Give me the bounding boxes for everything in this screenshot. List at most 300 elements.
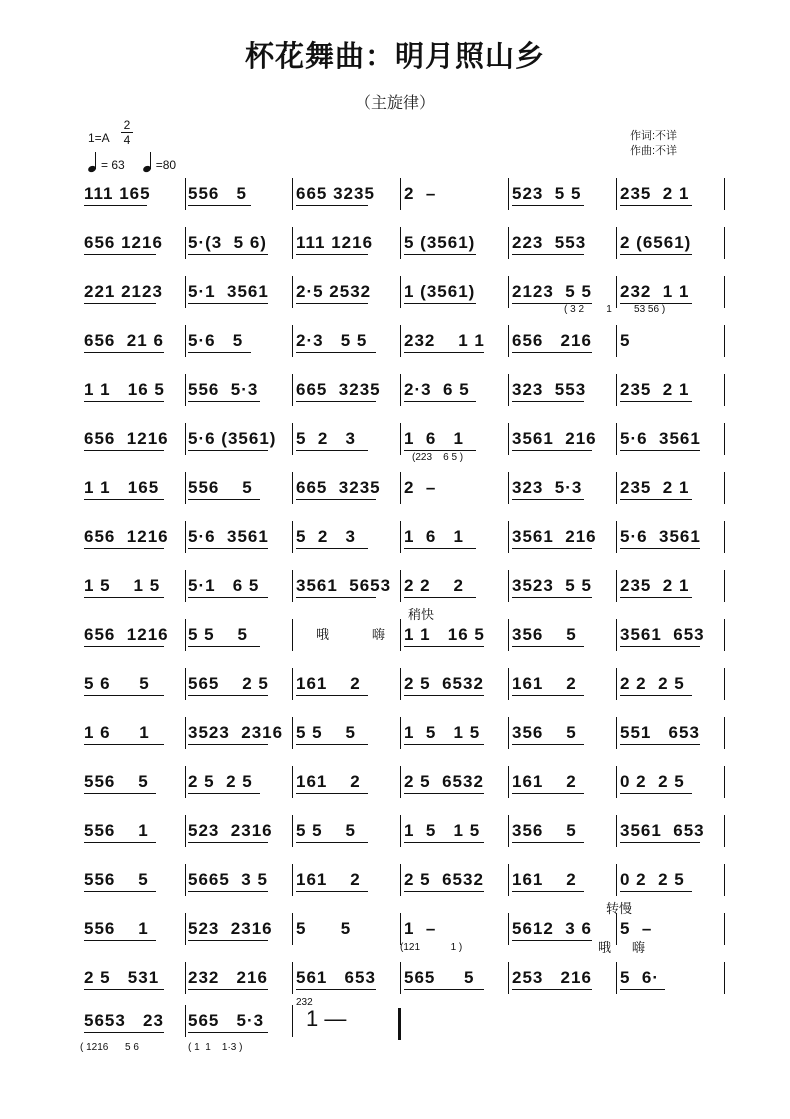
bar-line: [616, 717, 617, 749]
beam-line: [188, 352, 251, 353]
beam-line: [84, 695, 164, 696]
bar-line: [400, 227, 401, 259]
beam-line: [404, 597, 476, 598]
beam-line: [620, 695, 692, 696]
measure-notes: 5665 3 5: [188, 870, 268, 889]
beam-line: [512, 891, 584, 892]
bar-line: [400, 423, 401, 455]
beam-line: [404, 303, 476, 304]
bar-line: [616, 178, 617, 210]
beam-line: [84, 205, 147, 206]
measure-notes: 2 –: [404, 184, 437, 203]
bar-line: [508, 815, 509, 847]
bar-line: [508, 521, 509, 553]
bar-line: [508, 668, 509, 700]
measure-notes: 221 2123: [84, 282, 163, 301]
time-signature-bottom: 4: [123, 133, 131, 147]
bar-line: [292, 570, 293, 602]
measure-notes: 2 (6561): [620, 233, 692, 252]
beam-line: [84, 254, 156, 255]
staff-row: [84, 715, 730, 755]
bar-line: [724, 472, 725, 504]
bar-line: [508, 423, 509, 455]
measure-notes: 656 21 6: [84, 331, 164, 350]
measure-notes: 2 5 531: [84, 968, 160, 987]
beam-line: [188, 646, 260, 647]
staff-row: [84, 225, 730, 265]
quarter-note-icon: [88, 150, 98, 172]
measure-notes: 161 2: [296, 772, 361, 791]
beam-line: [404, 989, 484, 990]
beam-line: [620, 254, 692, 255]
measure-notes: 356 5: [512, 821, 577, 840]
beam-line: [296, 499, 376, 500]
beam-line: [84, 1032, 164, 1033]
beam-line: [188, 499, 260, 500]
bar-line: [616, 521, 617, 553]
staff-row: [84, 568, 730, 608]
bar-line: [724, 374, 725, 406]
bar-line: [292, 1005, 293, 1037]
beam-line: [620, 597, 692, 598]
beam-line: [512, 842, 584, 843]
bar-line: [185, 276, 186, 308]
measure-notes: 2 5 6532: [404, 870, 484, 889]
beam-line: [188, 401, 260, 402]
measure-notes: 556 5: [188, 184, 247, 203]
bar-line: [292, 521, 293, 553]
bar-line: [616, 815, 617, 847]
measure-notes: 161 2: [296, 870, 361, 889]
beam-line: [84, 450, 164, 451]
beam-line: [84, 352, 164, 353]
bar-line: [724, 521, 725, 553]
bar-line: [292, 717, 293, 749]
measure-notes: 551 653: [620, 723, 700, 742]
measure-notes: 5: [620, 331, 631, 350]
measure-notes: 161 2: [512, 772, 577, 791]
measure-notes: 656 1216: [84, 527, 169, 546]
beam-line: [512, 499, 584, 500]
measure-notes: 1 6 1: [404, 429, 464, 448]
quarter-note-icon: [143, 150, 153, 172]
measure-notes: 2 2 2 5: [620, 674, 685, 693]
beam-line: [512, 793, 584, 794]
bar-line: [724, 766, 725, 798]
bar-line: [292, 472, 293, 504]
beam-line: [512, 646, 584, 647]
bar-line: [724, 619, 725, 651]
measure-notes: 5·1 6 5: [188, 576, 260, 595]
bar-line: [400, 325, 401, 357]
measure-notes: 5 6 5: [84, 674, 150, 693]
measure-notes: 565 2 5: [188, 674, 269, 693]
beam-line: [188, 254, 268, 255]
measure-notes: 5 5 5: [188, 625, 248, 644]
measure-notes: 161 2: [512, 674, 577, 693]
lyric-oh: 哦: [316, 627, 330, 642]
staff-row: [84, 960, 730, 1000]
bar-line: [616, 227, 617, 259]
bar-line: [185, 423, 186, 455]
bar-line: [724, 962, 725, 994]
measure-notes: 3561 653: [620, 625, 705, 644]
measure-notes: 356 5: [512, 723, 577, 742]
beam-line: [188, 205, 251, 206]
beam-line: [404, 891, 484, 892]
composer: 作曲:不详: [630, 145, 678, 157]
key-signature: 1=A: [88, 131, 110, 145]
measure-notes: 5 5 5: [296, 723, 356, 742]
beam-line: [188, 450, 268, 451]
bar-line: [724, 864, 725, 896]
bar-line: [616, 472, 617, 504]
bar-line: [508, 570, 509, 602]
bar-line: [400, 668, 401, 700]
measure-notes: 2123 5 5: [512, 282, 592, 301]
measure-notes: 1 1 16 5: [404, 625, 485, 644]
staff-row: [84, 519, 730, 559]
beam-line: [296, 842, 368, 843]
measure-notes: 656 1216: [84, 625, 169, 644]
beam-line: [620, 450, 700, 451]
beam-line: [512, 695, 584, 696]
beam-line: [296, 548, 368, 549]
measure-notes: 161 2: [296, 674, 361, 693]
beam-line: [620, 646, 700, 647]
beam-line: [404, 352, 484, 353]
bar-line: [724, 570, 725, 602]
bar-line: [400, 717, 401, 749]
beam-line: [620, 401, 692, 402]
bar-line: [508, 374, 509, 406]
tempo-slower: 转慢: [606, 901, 633, 916]
measure-notes: 235 2 1: [620, 380, 690, 399]
measure-notes: 1 6 1: [404, 527, 464, 546]
bar-line: [508, 178, 509, 210]
beam-line: [296, 254, 368, 255]
beam-line: [620, 205, 692, 206]
lyric-hai: 嗨: [372, 627, 386, 642]
measure-notes: 5 5 5: [296, 821, 356, 840]
credits: [630, 129, 677, 159]
staff-row: [84, 372, 730, 412]
beam-line: [188, 842, 268, 843]
bar-line: [508, 717, 509, 749]
bar-line: [724, 717, 725, 749]
bar-line: [185, 521, 186, 553]
measure-notes: 5612 3 6: [512, 919, 592, 938]
beam-line: [620, 891, 692, 892]
beam-line: [620, 793, 692, 794]
bar-line: [400, 521, 401, 553]
measure-notes: 1 5 1 5: [404, 821, 481, 840]
measure-notes: 1 –: [404, 919, 437, 938]
grace-notes-row3: ( 3 2 1 53 56 ): [564, 304, 666, 315]
beam-line: [188, 303, 268, 304]
measure-notes: 656 216: [512, 331, 592, 350]
beam-line: [188, 793, 260, 794]
beam-line: [296, 744, 368, 745]
measure-notes: 1 6 1: [84, 723, 150, 742]
bar-line: [185, 374, 186, 406]
beam-line: [512, 254, 584, 255]
bar-line: [185, 913, 186, 945]
bar-line: [616, 374, 617, 406]
bar-line: [724, 227, 725, 259]
bar-line: [292, 864, 293, 896]
bar-line: [185, 619, 186, 651]
measure-notes: 3561 5653: [296, 576, 392, 595]
measure-notes: 356 5: [512, 625, 577, 644]
staff-row: [84, 470, 730, 510]
measure-notes: 5 2 3: [296, 527, 356, 546]
beam-line: [188, 695, 268, 696]
beam-line: [296, 205, 368, 206]
beam-line: [296, 303, 368, 304]
bar-line: [292, 374, 293, 406]
measure-notes: 3523 5 5: [512, 576, 592, 595]
grace-notes-row18b: ( 1 1 1·3 ): [188, 1042, 243, 1053]
measure-notes: 5 6·: [620, 968, 660, 987]
measure-notes: 323 553: [512, 380, 587, 399]
bar-line: [508, 276, 509, 308]
beam-line: [404, 793, 484, 794]
bar-line: [292, 325, 293, 357]
bar-line: [508, 325, 509, 357]
measure-notes: 232 1 1: [404, 331, 485, 350]
measure-notes: 3561 653: [620, 821, 705, 840]
measure-notes: 1 5 1 5: [404, 723, 481, 742]
measure-notes: 5·6 (3561): [188, 429, 277, 448]
beam-line: [404, 254, 476, 255]
bar-line: [185, 227, 186, 259]
beam-line: [84, 597, 164, 598]
measure-notes: 556 5: [188, 478, 253, 497]
measure-notes: 1 5 1 5: [84, 576, 161, 595]
bar-line: [292, 913, 293, 945]
measure-notes: 3561 216: [512, 527, 597, 546]
beam-line: [188, 744, 268, 745]
measure-notes: 235 2 1: [620, 478, 690, 497]
measure-notes: 5·6 3561: [188, 527, 269, 546]
bar-line: [185, 962, 186, 994]
beam-line: [188, 891, 268, 892]
bar-line: [508, 864, 509, 896]
beam-line: [296, 793, 368, 794]
beam-line: [620, 842, 700, 843]
measure-notes: 5·1 3561: [188, 282, 269, 301]
bar-line: [185, 472, 186, 504]
bar-line: [724, 423, 725, 455]
bar-line: [400, 913, 401, 945]
beam-line: [512, 989, 592, 990]
measure-notes: 565 5: [404, 968, 475, 987]
staff-row: [84, 323, 730, 363]
lyric-hai-2: 嗨: [632, 940, 646, 955]
grace-notes-row6: (223 6 5 ): [412, 452, 464, 463]
measure-notes: 5 –: [620, 919, 653, 938]
measure-notes: 111 165: [84, 184, 151, 203]
measure-notes: 253 216: [512, 968, 592, 987]
bar-line: [724, 178, 725, 210]
measure-notes: 3523 2316: [188, 723, 284, 742]
measure-notes: 523 2316: [188, 821, 273, 840]
measure-notes: 556 1: [84, 821, 149, 840]
final-bar-line: [398, 1008, 401, 1040]
bar-line: [185, 325, 186, 357]
tempo-2: =80: [155, 158, 177, 172]
measure-notes: 656 1216: [84, 429, 169, 448]
measure-notes: 556 5: [84, 772, 149, 791]
beam-line: [84, 303, 156, 304]
tempo-1: = 63: [101, 158, 125, 172]
beam-line: [404, 450, 476, 451]
bar-line: [400, 178, 401, 210]
bar-line: [508, 472, 509, 504]
measure-notes: 232 1 1: [620, 282, 690, 301]
beam-line: [84, 548, 164, 549]
beam-line: [84, 744, 164, 745]
beam-line: [512, 205, 584, 206]
bar-line: [185, 864, 186, 896]
beam-line: [188, 940, 268, 941]
measure-notes: 665 3235: [296, 380, 381, 399]
measure-notes: 1 1 165: [84, 478, 160, 497]
beam-line: [296, 352, 376, 353]
bar-line: [292, 619, 293, 651]
measure-notes: 1 1 16 5: [84, 380, 165, 399]
beam-line: [84, 940, 156, 941]
bar-line: [400, 276, 401, 308]
beam-line: [404, 695, 484, 696]
bar-line: [292, 423, 293, 455]
bar-line: [292, 668, 293, 700]
bar-line: [400, 766, 401, 798]
bar-line: [724, 913, 725, 945]
beam-line: [404, 401, 476, 402]
bar-line: [724, 325, 725, 357]
beam-line: [296, 401, 376, 402]
staff-row: [84, 862, 730, 902]
bar-line: [400, 570, 401, 602]
measure-notes: 523 5 5: [512, 184, 582, 203]
beam-line: [620, 548, 700, 549]
beam-line: [512, 548, 592, 549]
bar-line: [508, 227, 509, 259]
measure-notes: 665 3235: [296, 184, 375, 203]
measure-notes: 5·6 3561: [620, 527, 701, 546]
beam-line: [84, 793, 156, 794]
measure-notes: 5653 23: [84, 1011, 164, 1030]
measure-notes: 2 2 2: [404, 576, 464, 595]
bar-line: [292, 178, 293, 210]
bar-line: [616, 864, 617, 896]
measure-notes: 0 2 2 5: [620, 772, 685, 791]
bar-line: [616, 570, 617, 602]
measure-notes: 2·5 2532: [296, 282, 372, 301]
beam-line: [512, 450, 592, 451]
song-subtitle: （主旋律）: [354, 95, 435, 112]
staff-row: [84, 1003, 730, 1043]
bar-line: [292, 276, 293, 308]
measure-notes: 5 5: [296, 919, 352, 938]
beam-line: [188, 597, 268, 598]
bar-line: [185, 717, 186, 749]
beam-line: [188, 548, 268, 549]
bar-line: [616, 668, 617, 700]
bar-line: [508, 619, 509, 651]
bar-line: [292, 962, 293, 994]
beam-line: [512, 401, 584, 402]
staff-row: [84, 764, 730, 804]
bar-line: [616, 962, 617, 994]
measure-notes: 523 2316: [188, 919, 273, 938]
measure-notes: 2 –: [404, 478, 437, 497]
staff-row: [84, 666, 730, 706]
bar-line: [400, 619, 401, 651]
beam-line: [188, 989, 268, 990]
beam-line: [404, 548, 476, 549]
measure-notes: 2 5 6532: [404, 674, 484, 693]
bar-line: [616, 766, 617, 798]
measure-notes: 561 653: [296, 968, 376, 987]
measure-notes: 161 2: [512, 870, 577, 889]
beam-line: [84, 891, 156, 892]
measure-notes: 111 1216: [296, 233, 374, 252]
bar-line: [292, 766, 293, 798]
staff-row: [84, 813, 730, 853]
beam-line: [296, 597, 376, 598]
beam-line: [84, 499, 164, 500]
measure-notes: 223 553: [512, 233, 587, 252]
bar-line: [185, 815, 186, 847]
bar-line: [508, 766, 509, 798]
lyricist: 作词:不详: [630, 130, 678, 142]
measure-notes: 2 5 2 5: [188, 772, 253, 791]
beam-line: [84, 646, 164, 647]
beam-line: [296, 450, 368, 451]
beam-line: [620, 499, 692, 500]
bar-line: [616, 913, 617, 945]
bar-line: [616, 423, 617, 455]
song-title: 杯花舞曲：明月照山乡: [244, 39, 545, 73]
measure-notes: 2·3 6 5: [404, 380, 470, 399]
beam-line: [512, 744, 584, 745]
bar-line: [616, 325, 617, 357]
tempo-faster: 稍快: [408, 607, 435, 622]
bar-line: [400, 864, 401, 896]
bar-line: [292, 227, 293, 259]
tempo-marking: [88, 150, 176, 172]
beam-line: [512, 597, 592, 598]
measure-notes: 0 2 2 5: [620, 870, 685, 889]
beam-line: [512, 352, 592, 353]
measure-notes: 3561 216: [512, 429, 597, 448]
bar-line: [292, 815, 293, 847]
measure-notes: 556 5·3: [188, 380, 259, 399]
bar-line: [724, 668, 725, 700]
measure-notes: 5·6 3561: [620, 429, 701, 448]
beam-line: [620, 989, 665, 990]
bar-line: [185, 766, 186, 798]
bar-line: [400, 815, 401, 847]
measure-notes: 5·6 5: [188, 331, 244, 350]
beam-line: [84, 989, 164, 990]
beam-line: [620, 744, 700, 745]
measure-notes: 232 216: [188, 968, 268, 987]
bar-line: [185, 1005, 186, 1037]
